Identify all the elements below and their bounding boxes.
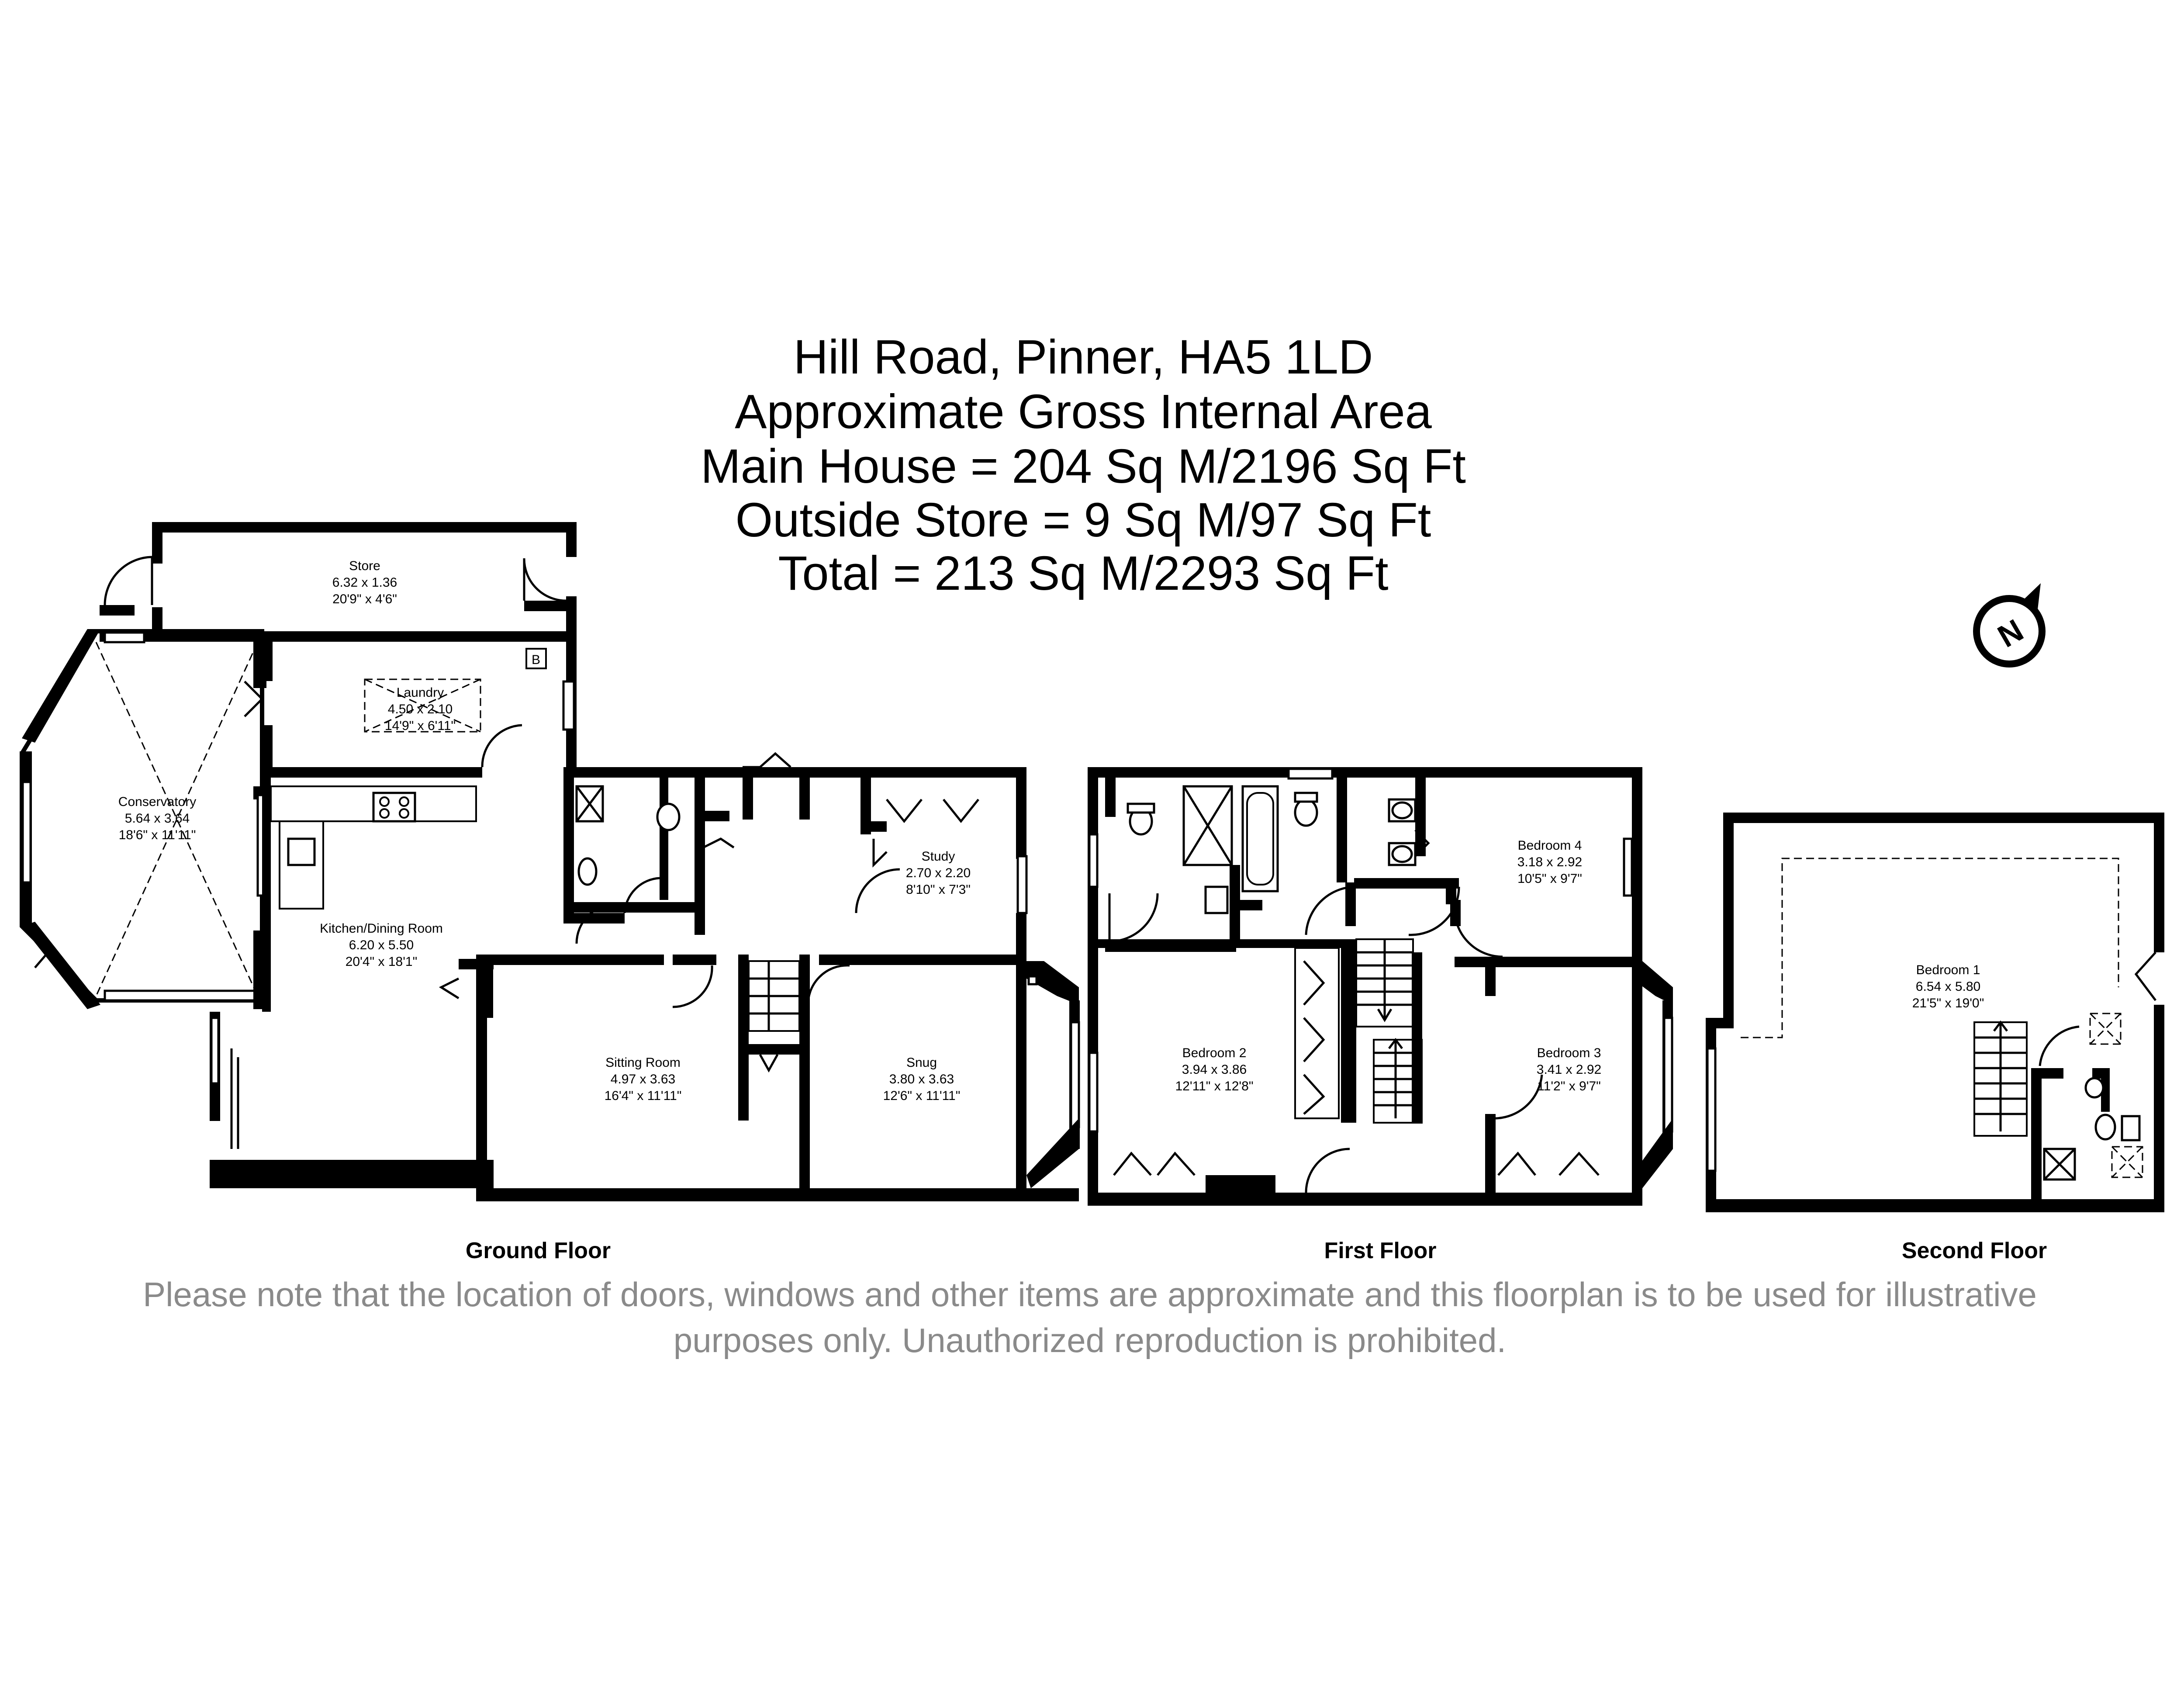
bedroom4-name: Bedroom 4 bbox=[1517, 838, 1582, 853]
snug-metric: 3.80 x 3.63 bbox=[889, 1072, 954, 1086]
conservatory-imperial: 18'6" x 11'11" bbox=[118, 828, 196, 842]
laundry-name: Laundry bbox=[396, 685, 444, 700]
laundry-room bbox=[100, 631, 577, 778]
disclaimer-line-1: Please note that the location of doors, windows and other items are approximate and this floorplan is to be used for illustrative bbox=[143, 1275, 2037, 1314]
bedroom1-metric: 6.54 x 5.80 bbox=[1915, 979, 1981, 994]
main-house-area: Main House = 204 Sq M/2196 Sq Ft bbox=[701, 439, 1466, 493]
snug-room bbox=[1016, 961, 1080, 1201]
boiler-label: B bbox=[531, 653, 541, 667]
bedroom3-name: Bedroom 3 bbox=[1537, 1046, 1601, 1060]
title-block bbox=[701, 330, 1466, 600]
address-title: Hill Road, Pinner, HA5 1LD bbox=[793, 330, 1373, 384]
first-floor-plan bbox=[1088, 767, 1673, 1263]
compass-north-label: N bbox=[1992, 612, 2029, 654]
bedroom1-name: Bedroom 1 bbox=[1916, 963, 1980, 977]
study-name: Study bbox=[921, 849, 955, 864]
snug-name: Snug bbox=[906, 1055, 937, 1070]
second-floor-label: Second Floor bbox=[1901, 1238, 2047, 1263]
study-metric: 2.70 x 2.20 bbox=[905, 866, 971, 880]
outside-store-area: Outside Store = 9 Sq M/97 Sq Ft bbox=[735, 493, 1431, 547]
ground-floor-label: Ground Floor bbox=[465, 1238, 611, 1263]
bedroom4-imperial: 10'5" x 9'7" bbox=[1517, 872, 1582, 886]
second-floor-plan bbox=[1706, 813, 2164, 1263]
snug-imperial: 12'6" x 11'11" bbox=[883, 1089, 961, 1103]
kitchen-imperial: 20'4" x 18'1" bbox=[345, 955, 418, 969]
bedroom2-imperial: 12'11" x 12'8" bbox=[1175, 1079, 1254, 1093]
area-title: Approximate Gross Internal Area bbox=[735, 385, 1432, 439]
kitchen-metric: 6.20 x 5.50 bbox=[349, 938, 414, 952]
conservatory-metric: 5.64 x 3.64 bbox=[124, 811, 190, 826]
second-floor-labels bbox=[1912, 963, 1984, 1010]
store-metric: 6.32 x 1.36 bbox=[332, 575, 397, 590]
bedroom2-name: Bedroom 2 bbox=[1182, 1046, 1247, 1060]
laundry-imperial: 14'9" x 6'11" bbox=[384, 719, 456, 733]
disclaimer bbox=[143, 1275, 2037, 1359]
sitting-name: Sitting Room bbox=[605, 1055, 681, 1070]
total-area: Total = 213 Sq M/2293 Sq Ft bbox=[778, 547, 1389, 600]
kitchen-name: Kitchen/Dining Room bbox=[320, 921, 443, 936]
bedroom1-imperial: 21'5" x 19'0" bbox=[1912, 996, 1984, 1010]
bedroom2-metric: 3.94 x 3.86 bbox=[1182, 1062, 1247, 1077]
sitting-imperial: 16'4" x 11'11" bbox=[604, 1089, 682, 1103]
bedroom3-metric: 3.41 x 2.92 bbox=[1536, 1062, 1602, 1077]
store-imperial: 20'9" x 4'6" bbox=[332, 592, 397, 606]
store-name: Store bbox=[349, 559, 380, 573]
laundry-metric: 4.50 x 2.10 bbox=[387, 702, 453, 716]
conservatory-name: Conservatory bbox=[118, 795, 197, 809]
disclaimer-line-2: purposes only. Unauthorized reproduction is prohibited. bbox=[673, 1321, 1507, 1359]
north-compass-icon bbox=[1977, 583, 2042, 664]
first-floor-label: First Floor bbox=[1324, 1238, 1437, 1263]
kitchen-dining-room bbox=[210, 767, 574, 1188]
ground-floor-plan bbox=[20, 522, 1080, 1263]
store-room bbox=[100, 522, 577, 771]
sitting-metric: 4.97 x 3.63 bbox=[610, 1072, 676, 1086]
bedroom3-imperial: 11'2" x 9'7" bbox=[1537, 1079, 1601, 1093]
bedroom4-metric: 3.18 x 2.92 bbox=[1517, 855, 1583, 869]
study-imperial: 8'10" x 7'3" bbox=[906, 882, 971, 897]
